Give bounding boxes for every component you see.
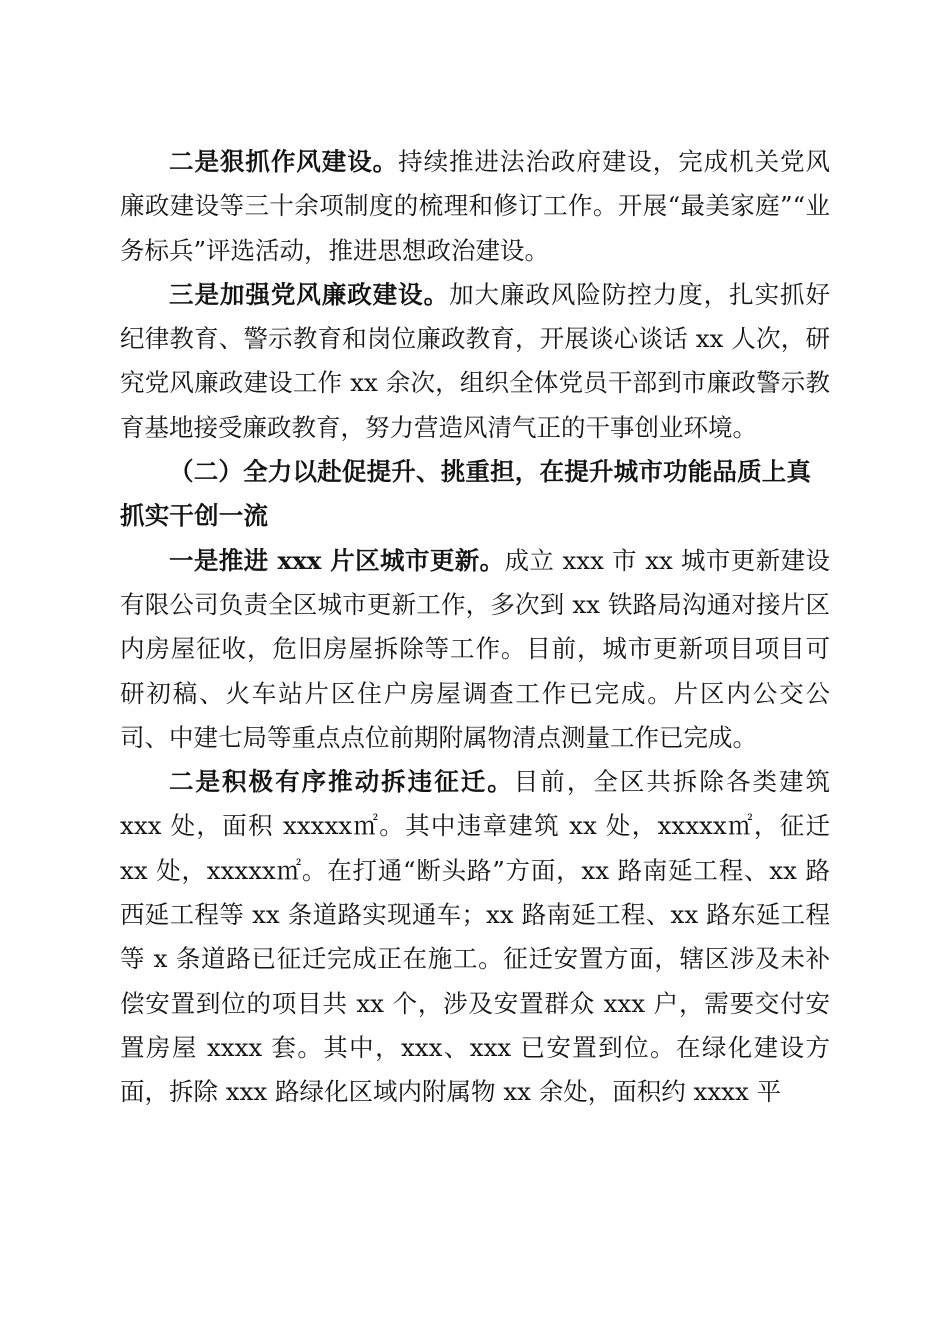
paragraph-lead: 三是加强党风廉政建设。: [169, 279, 450, 309]
paragraph-text: 加大廉政风险防控力度，扎实抓好纪律教育、警示教育和岗位廉政教育，开展谈心谈话 xx 人次，研究党风廉政建设工作 xx 余次，组织全体党员干部到市廉政警示教育基地接受廉政教育，努力营造风清气正的干事创业环境。: [120, 279, 831, 442]
paragraph-demolition: [120, 760, 830, 1114]
paragraph-text: 成立 xxx 市 xx 城市更新建设有限公司负责全区城市更新工作，多次到 xx 铁路局沟通对接片区内房屋征收，危旧房屋拆除等工作。目前，城市更新项目项目可研初稿、火车站片区住户房屋调查工作已完成。片区内公交公司、中建七局等重点点位前期附属物清点测量工作已完成。: [120, 545, 830, 752]
paragraph-integrity: [120, 273, 830, 450]
paragraph-work-style: [120, 140, 830, 273]
paragraph-urban-renewal: [120, 539, 830, 760]
paragraph-text: 目前，全区共拆除各类建筑 xxx 处，面积 xxxxx㎡。其中违章建筑 xx 处，xxxxx㎡，征迁 xx 处，xxxxx㎡。在打通“断头路”方面，xx 路南延工程、xx 路西延工程等 xx 条道路实现通车；xx 路南延工程、xx 路东延工程等 x 条道路已征迁完成正在施工。征迁安置方面，辖区涉及未补偿安置到位的项目共 xx 个，涉及安置群众 xxx 户，需要交付安置房屋 xxxx 套。其中，xxx、xxx 已安置到位。在绿化建设方面，拆除 xxx 路绿化区域内附属物 xx 余处，面积约 xxxx 平: [120, 767, 831, 1107]
document-body: [120, 140, 830, 1115]
section-heading: （二）全力以赴促提升、挑重担，在提升城市功能品质上真抓实干创一流: [120, 457, 812, 531]
paragraph-lead: 二是狠抓作风建设。: [169, 147, 399, 176]
paragraph-text: 持续推进法治政府建设，完成机关党风廉政建设等三十余项制度的梳理和修订工作。开展“最美家庭”“业务标兵”评选活动，推进思想政治建设。: [120, 147, 830, 265]
paragraph-lead: 一是推进 xxx 片区城市更新。: [169, 545, 505, 575]
paragraph-lead: 二是积极有序推动拆违征迁。: [169, 767, 514, 797]
